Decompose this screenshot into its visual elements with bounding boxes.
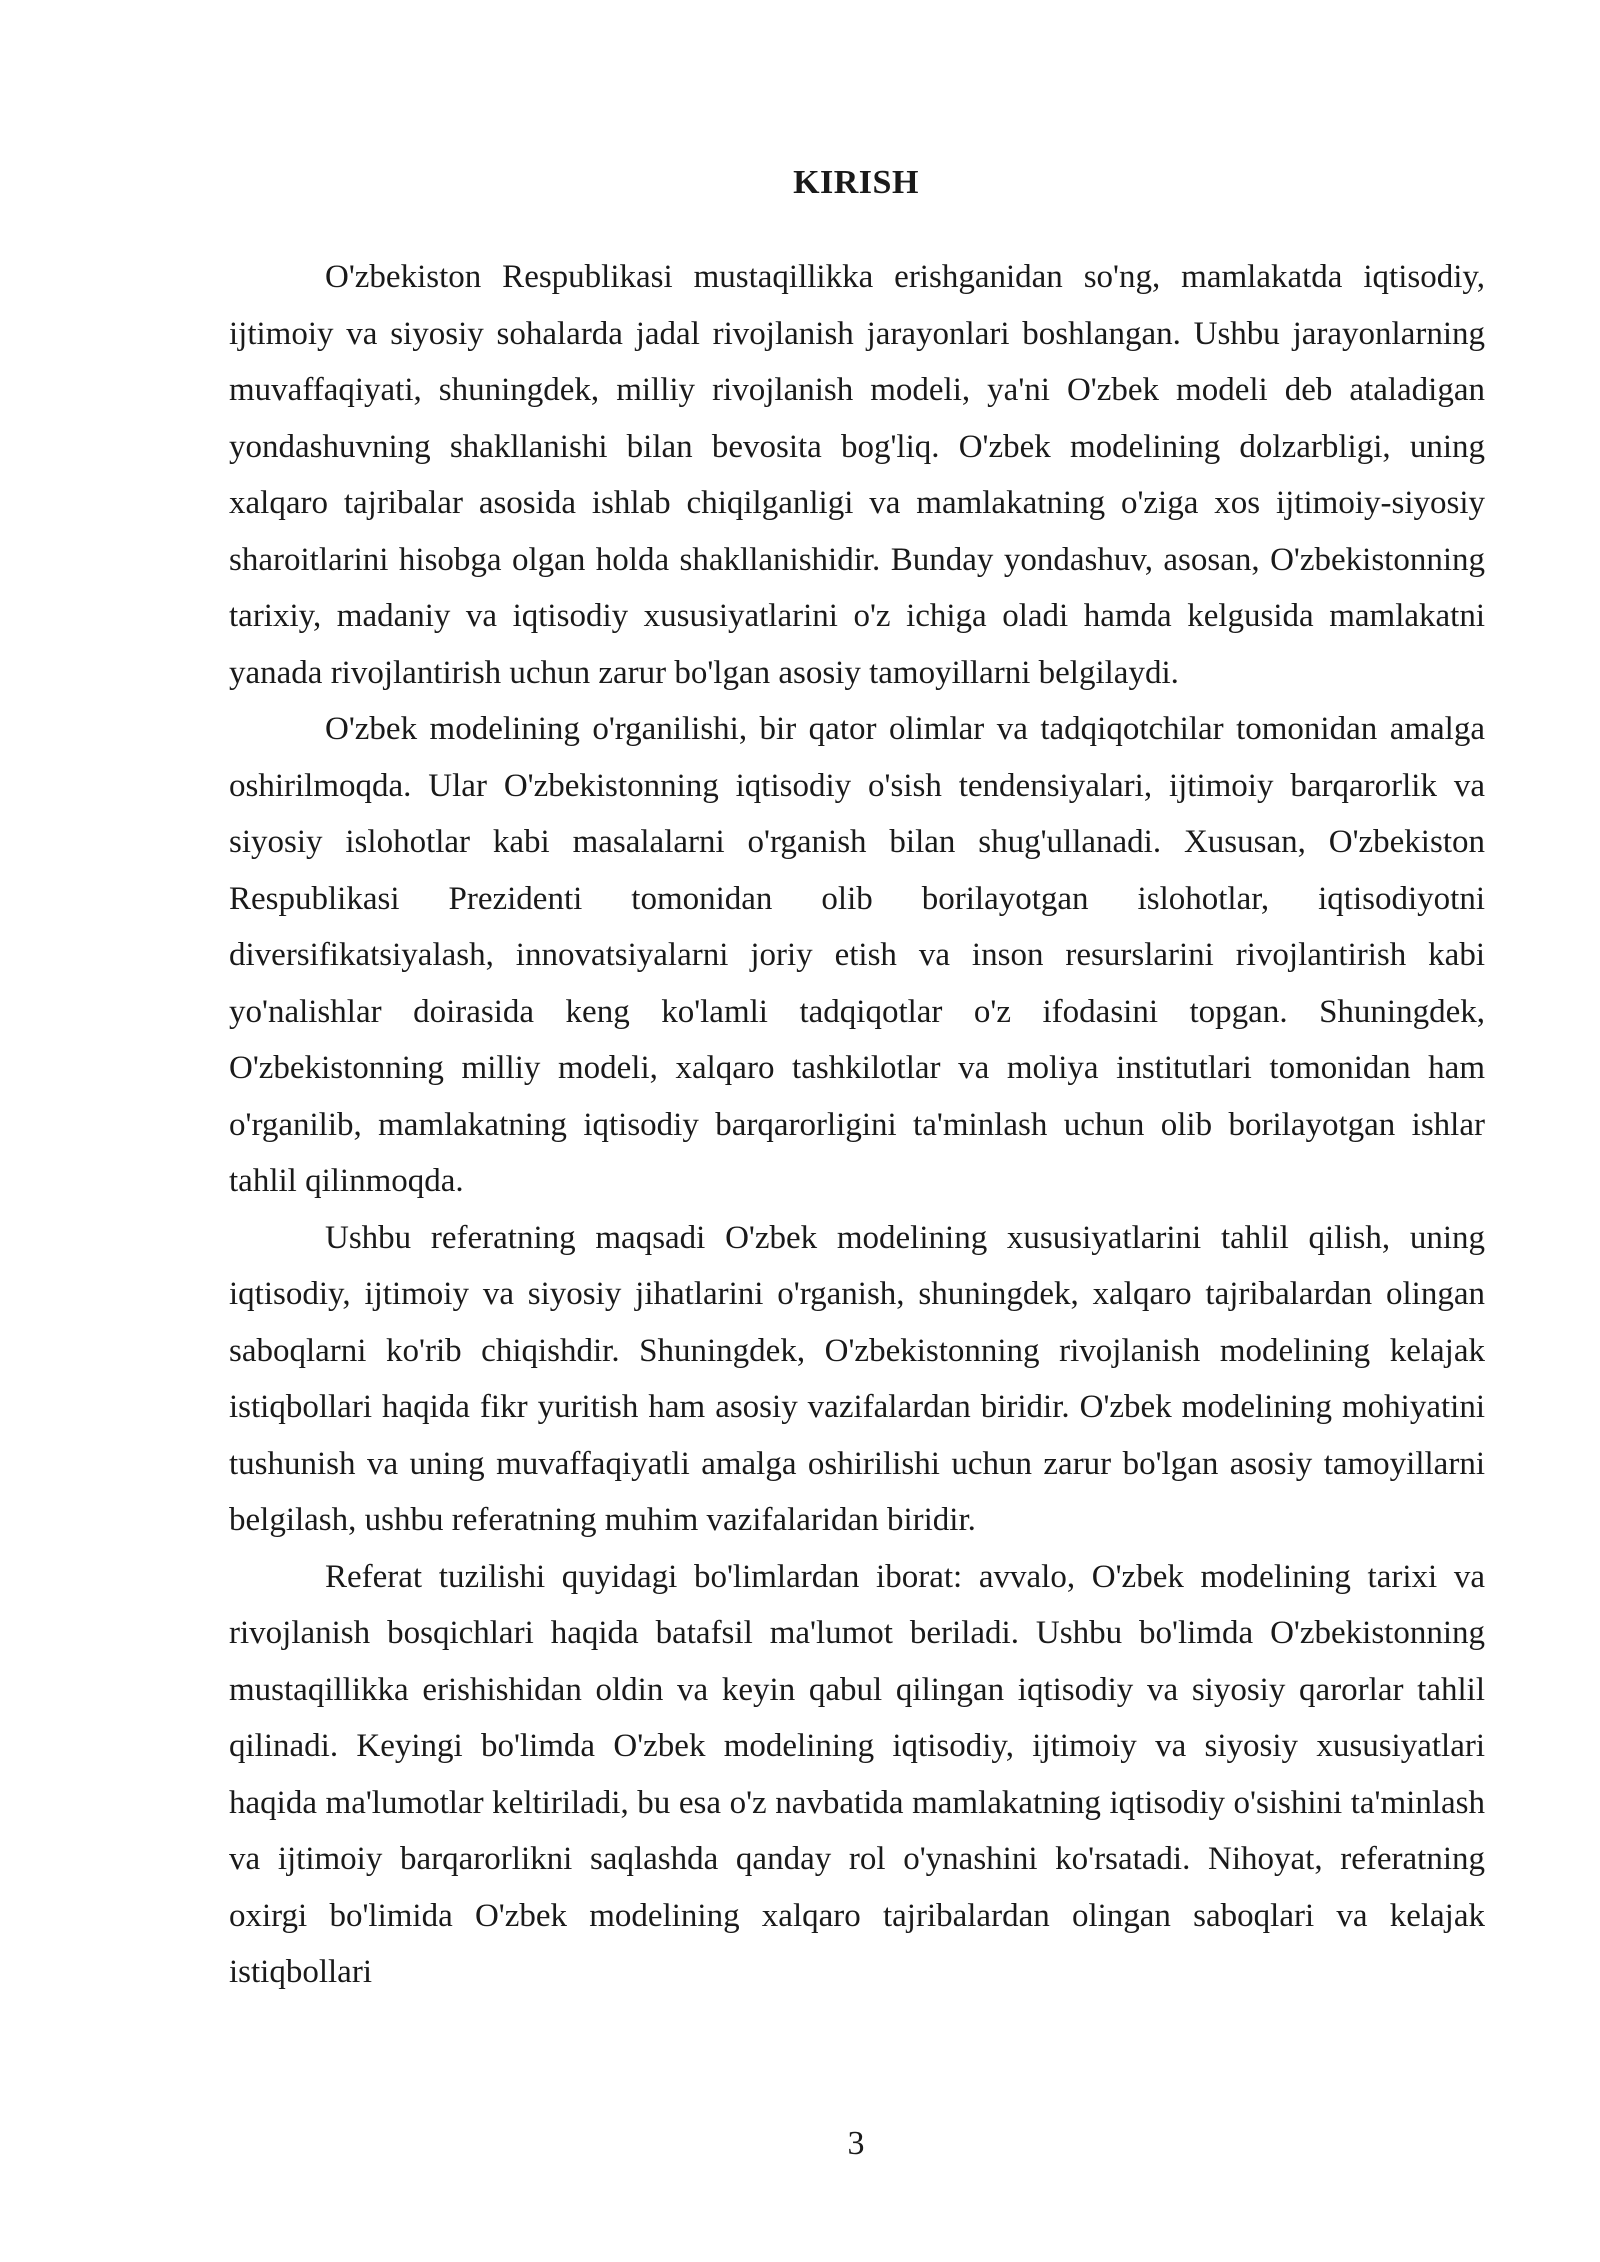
page-number: 3 <box>847 2125 865 2162</box>
paragraph-1: O'zbekiston Respublikasi mustaqillikka erishganidan so'ng, mamlakatda iqtisodiy, ijtimoiy va siyosiy sohalarda jadal rivojlanish jarayonlari boshlangan. Ushbu jarayonlarning muvaffaqiyati, shuningdek, milliy rivojlanish modeli, ya'ni O'zbek modeli deb ataladigan yondashuvning shakllanishi bilan bevosita bog'liq. O'zbek modelining dolzarbligi, uning xalqaro tajribalar asosida ishlab chiqilganligi va mamlakatning o'ziga xos ijtimoiy-siyosiy sharoitlarini hisobga olgan holda shakllanishidir. Bunday yondashuv, asosan, O'zbekistonning tarixiy, madaniy va iqtisodiy xususiyatlarini o'z ichiga oladi hamda kelgusida mamlakatni yanada rivojlantirish uchun zarur bo'lgan asosiy tamoyillarni belgilaydi. <box>229 259 1485 691</box>
paragraph-4: Referat tuzilishi quyidagi bo'limlardan iborat: avvalo, O'zbek modelining tarixi va rivojlanish bosqichlari haqida batafsil ma'lumot beriladi. Ushbu bo'limda O'zbekistonning mustaqillikka erishishidan oldin va keyin qabul qilingan iqtisodiy va siyosiy qarorlar tahlil qilinadi. Keyingi bo'limda O'zbek modelining iqtisodiy, ijtimoiy va siyosiy xususiyatlari haqida ma'lumotlar keltiriladi, bu esa o'z navbatida mamlakatning iqtisodiy o'sishini ta'minlash va ijtimoiy barqarorlikni saqlashda qanday rol o'ynashini ko'rsatadi. Nihoyat, referatning oxirgi bo'limida O'zbek modelining xalqaro tajribalardan olingan saboqlari va kelajak istiqbollari <box>229 1558 1485 1990</box>
page-title: KIRISH <box>793 164 919 201</box>
document-body <box>229 249 1485 2001</box>
paragraph-2: O'zbek modelining o'rganilishi, bir qator olimlar va tadqiqotchilar tomonidan amalga oshirilmoqda. Ular O'zbekistonning iqtisodiy o'sish tendensiyalari, ijtimoiy barqarorlik va siyosiy islohotlar kabi masalalarni o'rganish bilan shug'ullanadi. Xususan, O'zbekiston Respublikasi Prezidenti tomonidan olib borilayotgan islohotlar, iqtisodiyotni diversifikatsiyalash, innovatsiyalarni joriy etish va inson resurslarini rivojlantirish kabi yo'nalishlar doirasida keng ko'lamli tadqiqotlar o'z ifodasini topgan. Shuningdek, O'zbekistonning milliy modeli, xalqaro tashkilotlar va moliya institutlari tomonidan ham o'rganilib, mamlakatning iqtisodiy barqarorligini ta'minlash uchun olib borilayotgan ishlar tahlil qilinmoqda. <box>229 711 1485 1199</box>
paragraph-3: Ushbu referatning maqsadi O'zbek modelining xususiyatlarini tahlil qilish, uning iqtisodiy, ijtimoiy va siyosiy jihatlarini o'rganish, shuningdek, xalqaro tajribalardan olingan saboqlarni ko'rib chiqishdir. Shuningdek, O'zbekistonning rivojlanish modelining kelajak istiqbollari haqida fikr yuritish ham asosiy vazifalardan biridir. O'zbek modelining mohiyatini tushunish va uning muvaffaqiyatli amalga oshirilishi uchun zarur bo'lgan asosiy tamoyillarni belgilash, ushbu referatning muhim vazifalaridan biridir. <box>229 1219 1485 1538</box>
